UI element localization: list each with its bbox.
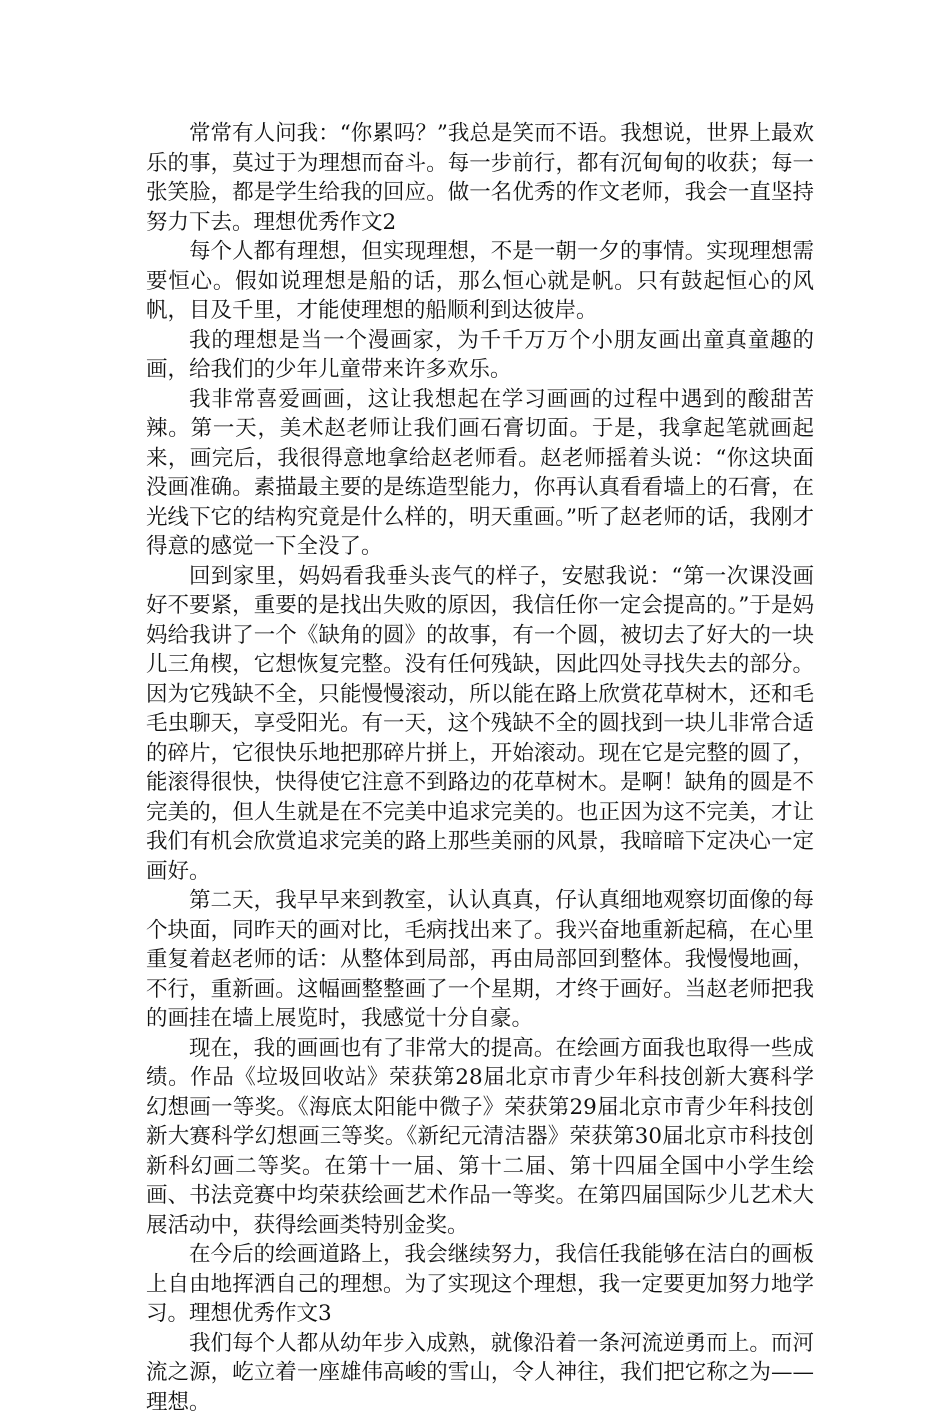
- paragraph: 我们每个人都从幼年步入成熟，就像沿着一条河流逆勇而上。而河流之源，屹立着一座雄伟高峻的雪山，令人神往，我们把它称之为——理想。: [146, 1329, 814, 1417]
- paragraph: 我的理想是当一个漫画家，为千千万万个小朋友画出童真童趣的画，给我们的少年儿童带来许多欢乐。: [146, 326, 814, 385]
- paragraph: 回到家里，妈妈看我垂头丧气的样子，安慰我说：“第一次课没画好不要紧，重要的是找出失败的原因，我信任你一定会提高的。”于是妈妈给我讲了一个《缺角的圆》的故事，有一个圆，被切去了好大的一块儿三角楔，它想恢复完整。没有任何残缺，因此四处寻找失去的部分。因为它残缺不全，只能慢慢滚动，所以能在路上欣赏花草树木，还和毛毛虫聊天，享受阳光。有一天，这个残缺不全的圆找到一块儿非常合适的碎片，它很快乐地把那碎片拼上，开始滚动。现在它是完整的圆了，能滚得很快，快得使它注意不到路边的花草树木。是啊！缺角的圆是不完美的，但人生就是在不完美中追求完美的。也正因为这不完美，才让我们有机会欣赏追求完美的路上那些美丽的风景，我暗暗下定决心一定画好。: [146, 562, 814, 887]
- paragraph: 第二天，我早早来到教室，认认真真，仔认真细地观察切面像的每个块面，同昨天的画对比，毛病找出来了。我兴奋地重新起稿，在心里重复着赵老师的话：从整体到局部，再由局部回到整体。我慢慢地画，不行，重新画。这幅画整整画了一个星期，才终于画好。当赵老师把我的画挂在墙上展览时，我感觉十分自豪。: [146, 886, 814, 1034]
- document-body: [146, 119, 814, 1417]
- paragraph: 现在，我的画画也有了非常大的提高。在绘画方面我也取得一些成绩。作品《垃圾回收站》荣获第28届北京市青少年科技创新大赛科学幻想画一等奖。《海底太阳能中微子》荣获第29届北京市青少年科技创新大赛科学幻想画三等奖。《新纪元清洁器》荣获第30届北京市科技创新科幻画二等奖。在第十一届、第十二届、第十四届全国中小学生绘画、书法竞赛中均荣获绘画艺术作品一等奖。在第四届国际少儿艺术大展活动中，获得绘画类特别金奖。: [146, 1034, 814, 1241]
- paragraph: 在今后的绘画道路上，我会继续努力，我信任我能够在洁白的画板上自由地挥洒自己的理想。为了实现这个理想，我一定要更加努力地学习。理想优秀作文3: [146, 1240, 814, 1329]
- paragraph: 常常有人问我：“你累吗？”我总是笑而不语。我想说，世界上最欢乐的事，莫过于为理想而奋斗。每一步前行，都有沉甸甸的收获；每一张笑脸，都是学生给我的回应。做一名优秀的作文老师，我会一直坚持努力下去。理想优秀作文2: [146, 119, 814, 237]
- paragraph: 我非常喜爱画画，这让我想起在学习画画的过程中遇到的酸甜苦辣。第一天，美术赵老师让我们画石膏切面。于是，我拿起笔就画起来，画完后，我很得意地拿给赵老师看。赵老师摇着头说：“你这块面没画准确。素描最主要的是练造型能力，你再认真看看墙上的石膏，在光线下它的结构究竟是什么样的，明天重画。”听了赵老师的话，我刚才得意的感觉一下全没了。: [146, 385, 814, 562]
- paragraph: 每个人都有理想，但实现理想，不是一朝一夕的事情。实现理想需要恒心。假如说理想是船的话，那么恒心就是帆。只有鼓起恒心的风帆，目及千里，才能使理想的船顺利到达彼岸。: [146, 237, 814, 326]
